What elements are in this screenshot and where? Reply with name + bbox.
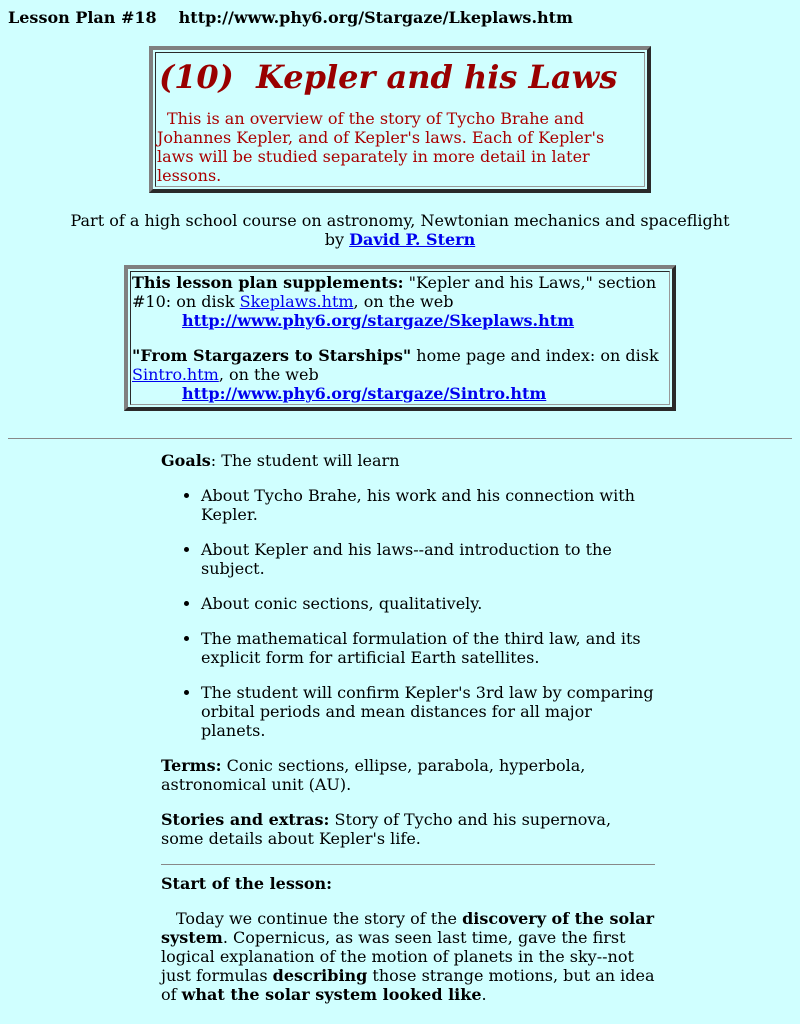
stories	[161, 810, 655, 848]
goals-text: : The student will learn	[210, 451, 400, 470]
web-text: , on the web	[353, 292, 454, 311]
list-item: • About conic sections, qualitatively.	[201, 594, 655, 613]
home-label: "From Stargazers to Starships"	[132, 346, 412, 365]
text: Today we continue the story of the	[176, 909, 463, 928]
list-item: • The mathematical formulation of the third law, and its explicit form for artificial Earth satellites.	[201, 629, 655, 667]
stories-text: Story of Tycho and his supernova, some details about Kepler's life.	[161, 810, 612, 848]
divider	[8, 438, 792, 439]
byline	[8, 211, 792, 249]
terms-text: Conic sections, ellipse, parabola, hyperbola, astronomical unit (AU).	[161, 756, 586, 794]
list-item: • About Kepler and his laws--and introduction to the subject.	[201, 540, 655, 578]
start-paragraph	[161, 909, 655, 1004]
lesson-number: Lesson Plan #18	[8, 8, 157, 27]
sintro-disk-link[interactable]: Sintro.htm	[132, 365, 219, 384]
page-title: (10) Kepler and his Laws	[159, 58, 618, 96]
lesson-content	[161, 451, 655, 1004]
bold-text: describing	[272, 966, 368, 985]
bold-text: discovery of the solar system	[161, 909, 655, 947]
start-label: Start of the lesson:	[161, 874, 333, 893]
page-url: http://www.phy6.org/Stargaze/Lkeplaws.htm	[178, 8, 573, 27]
course-description: Part of a high school course on astronomy, Newtonian mechanics and spaceflight	[70, 211, 730, 230]
supplements-label: This lesson plan supplements:	[132, 273, 404, 292]
page-header	[8, 8, 792, 27]
supplements-box	[124, 265, 676, 411]
skeplaws-disk-link[interactable]: Skeplaws.htm	[239, 292, 354, 311]
intro-text: This is an overview of the story of Tycho Brahe and Johannes Kepler, and of Kepler's laws. Each of Kepler's laws will be studied separately in more detail in later lessons.	[157, 109, 605, 185]
text: those strange motions, but an idea of	[161, 966, 655, 1004]
terms-label: Terms:	[161, 756, 222, 775]
section-divider	[161, 864, 655, 865]
goals-list	[161, 486, 655, 740]
text: .	[481, 985, 487, 1004]
home-text: home page and index: on disk	[411, 346, 659, 365]
stories-label: Stories and extras:	[161, 810, 330, 829]
skeplaws-web-link[interactable]: http://www.phy6.org/stargaze/Skeplaws.htm	[182, 311, 575, 330]
home-web-text: , on the web	[218, 365, 319, 384]
list-item: • The student will confirm Kepler's 3rd law by comparing orbital periods and mean distances for all major planets.	[201, 683, 655, 740]
goals	[161, 451, 655, 470]
author-link[interactable]: David P. Stern	[349, 230, 476, 249]
start-heading	[161, 874, 655, 893]
supplements-text: "Kepler and his Laws," section #10: on disk	[132, 273, 657, 311]
text: . Copernicus, as was seen last time, gave the first logical explanation of the motion of planets in the sky--not just formulas	[161, 928, 634, 985]
sintro-web-link[interactable]: http://www.phy6.org/stargaze/Sintro.htm	[182, 384, 547, 403]
bold-text: what the solar system looked like	[181, 985, 482, 1004]
title-box	[149, 46, 651, 193]
by-label: by	[324, 230, 350, 249]
goals-label: Goals	[161, 451, 211, 470]
terms	[161, 756, 655, 794]
list-item: • About Tycho Brahe, his work and his connection with Kepler.	[201, 486, 655, 524]
